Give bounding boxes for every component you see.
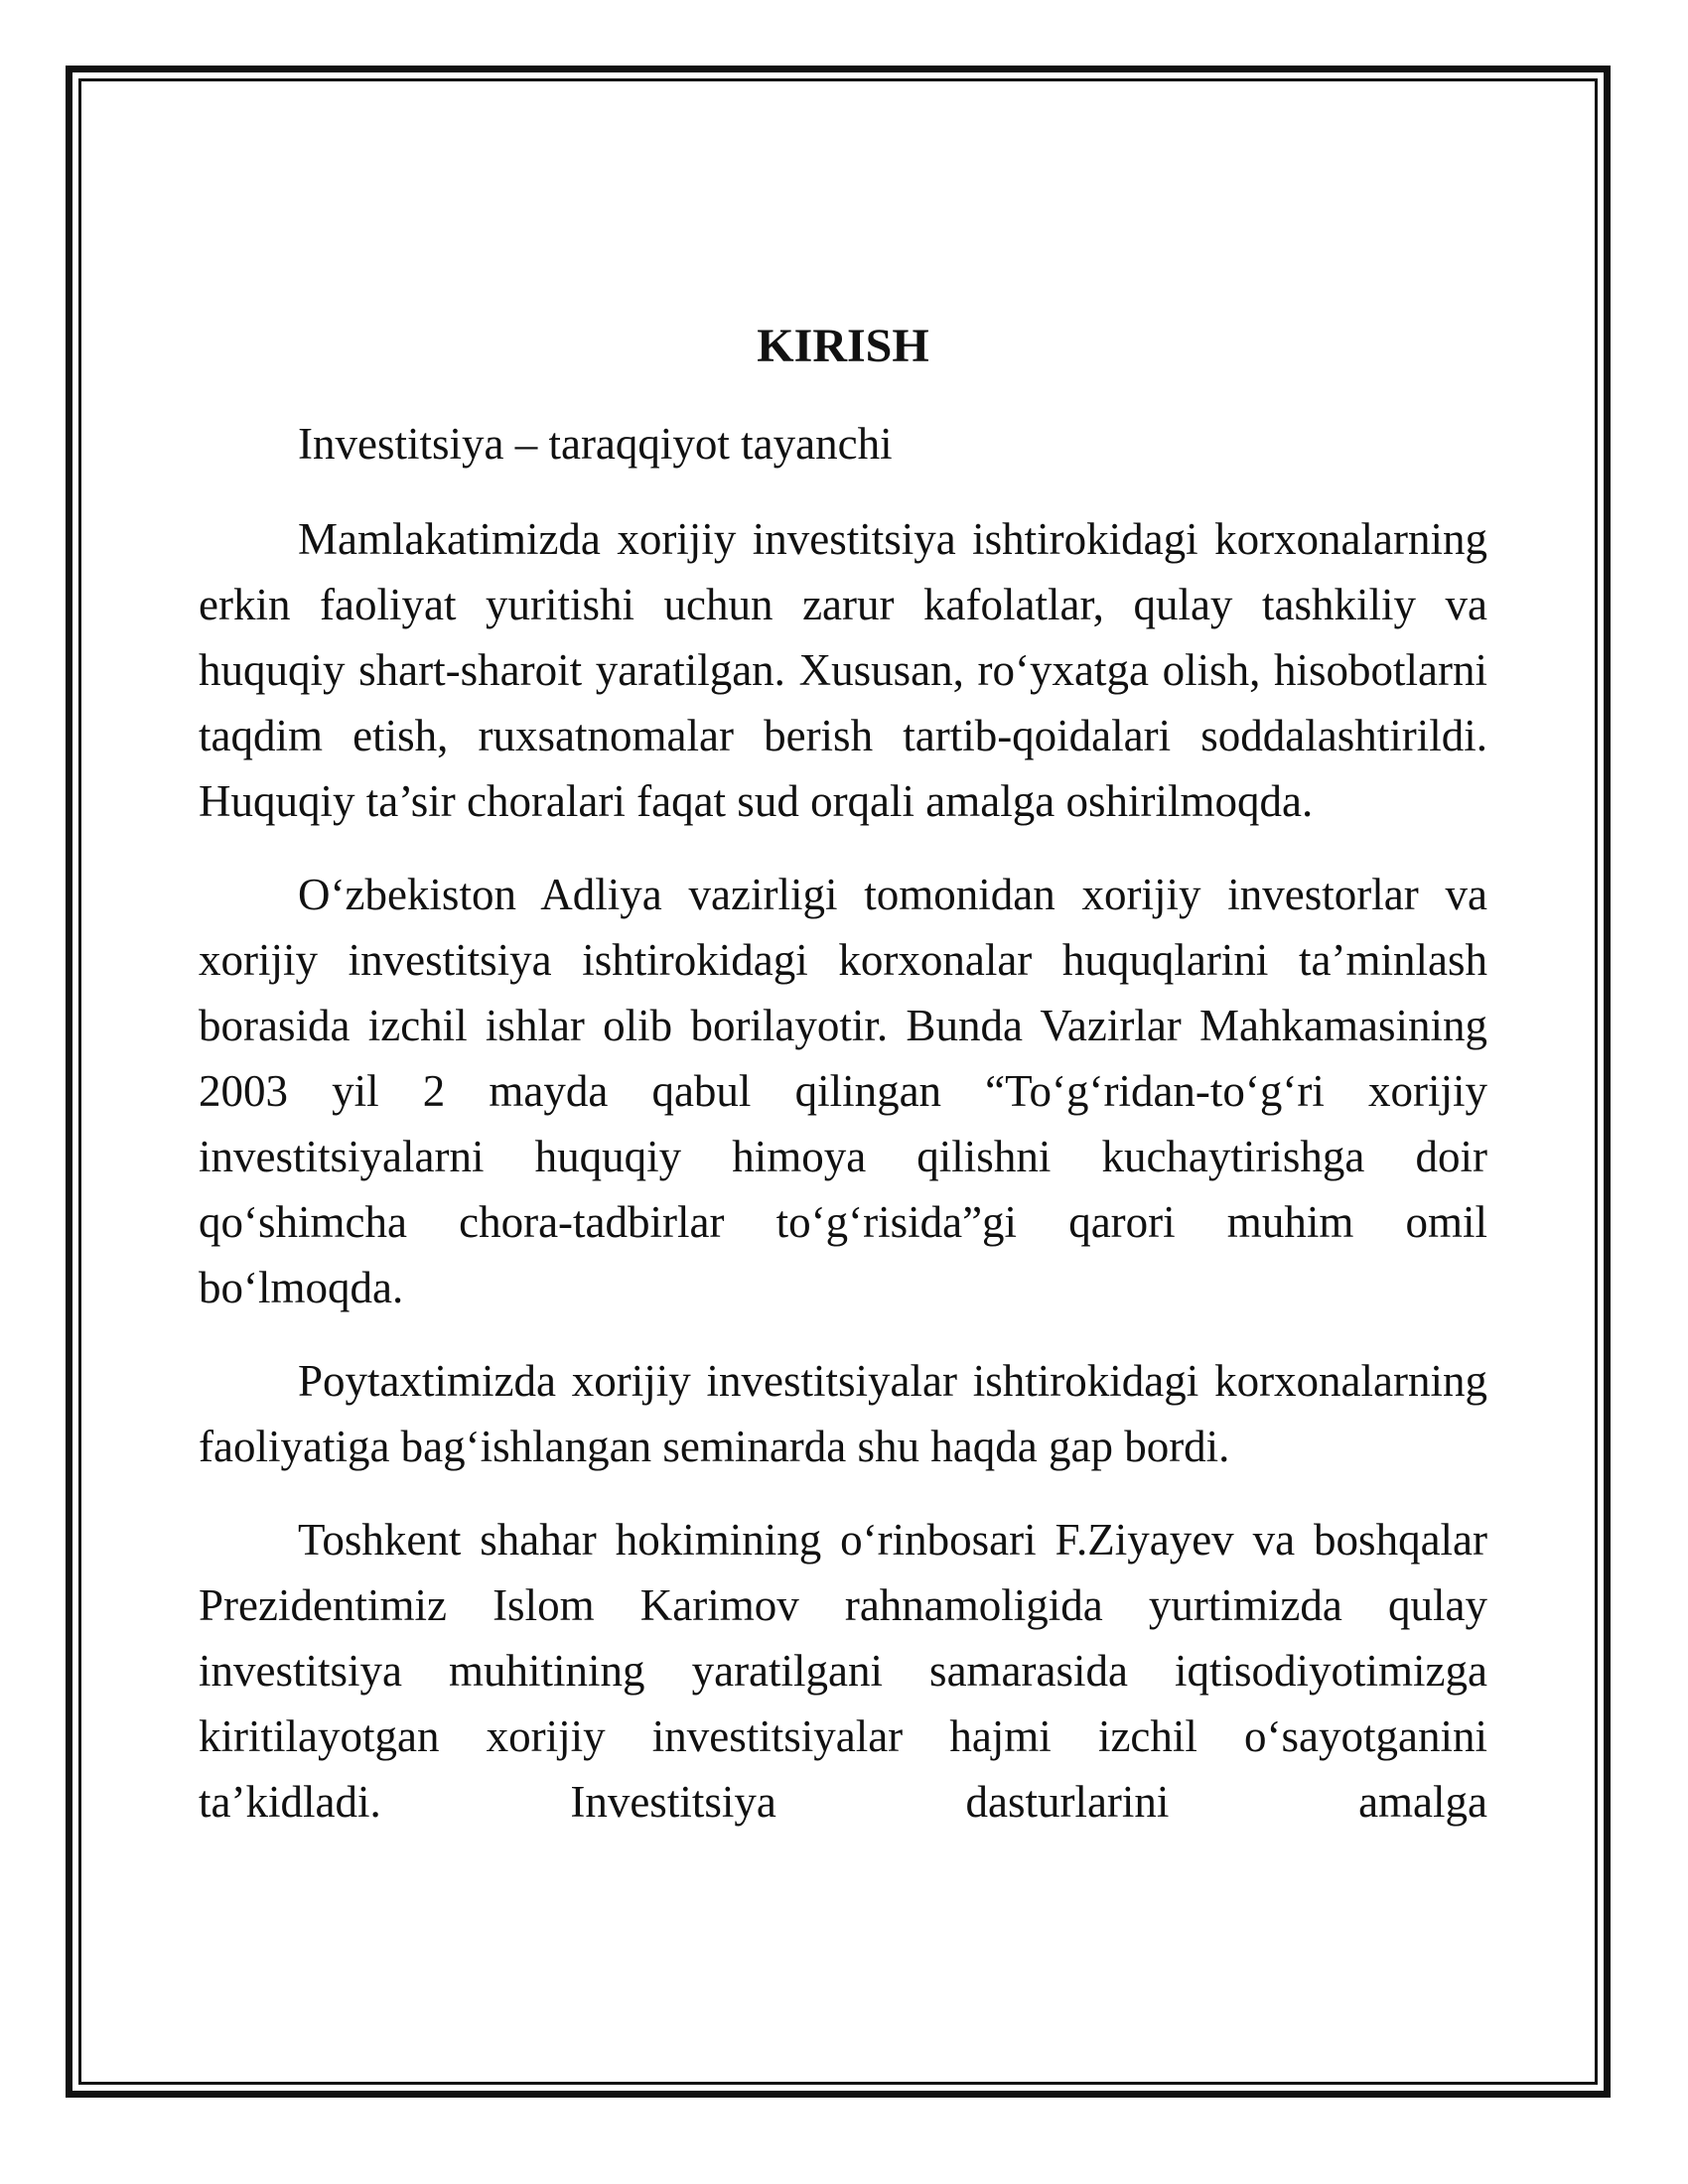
section-subtitle: Investitsiya – taraqqiyot tayanchi <box>298 419 893 469</box>
paragraph-2: O‘zbekiston Adliya vazirligi tomonidan xorijiy investorlar va xorijiy investitsiya ishtirokidagi korxonalar huquqlarini ta’minlash borasida izchil ishlar olib borilayotir. Bunda Vazirlar Mahkamasining 2003 yil 2 mayda qabul qilingan “To‘g‘ridan-to‘g‘ri xorijiy investitsiyalarni huquqiy himoya qilishni kuchaytirishga doir qo‘shimcha chora-tadbirlar to‘g‘risida”gi qarori muhim omil bo‘lmoqda. <box>199 870 1487 1312</box>
section-heading: KIRISH <box>757 320 929 372</box>
paragraph-3: Poytaxtimizda xorijiy investitsiyalar ishtirokidagi korxonalarning faoliyatiga bag‘ishlangan seminarda shu haqda gap bordi. <box>199 1356 1487 1471</box>
page-content <box>199 318 1487 1862</box>
paragraph-1: Mamlakatimizda xorijiy investitsiya ishtirokidagi korxonalarning erkin faoliyat yuritishi uchun zarur kafolatlar, qulay tashkiliy va huquqiy shart-sharoit yaratilgan. Xususan, ro‘yxatga olish, hisobotlarni taqdim etish, ruxsatnomalar berish tartib-qoidalari soddalashtirildi. Huquqiy ta’sir choralari faqat sud orqali amalga oshirilmoqda. <box>199 514 1487 826</box>
paragraph-4: Toshkent shahar hokimining o‘rinbosari F.Ziyayev va boshqalar Prezidentimiz Islom Karimov rahnamoligida yurtimizda qulay investitsiya muhitining yaratilgani samarasida iqtisodiyotimizga kiritilayotgan xorijiy investitsiyalar hajmi izchil o‘sayotganini ta’kidladi. Investitsiya dasturlarini amalga <box>199 1515 1487 1827</box>
